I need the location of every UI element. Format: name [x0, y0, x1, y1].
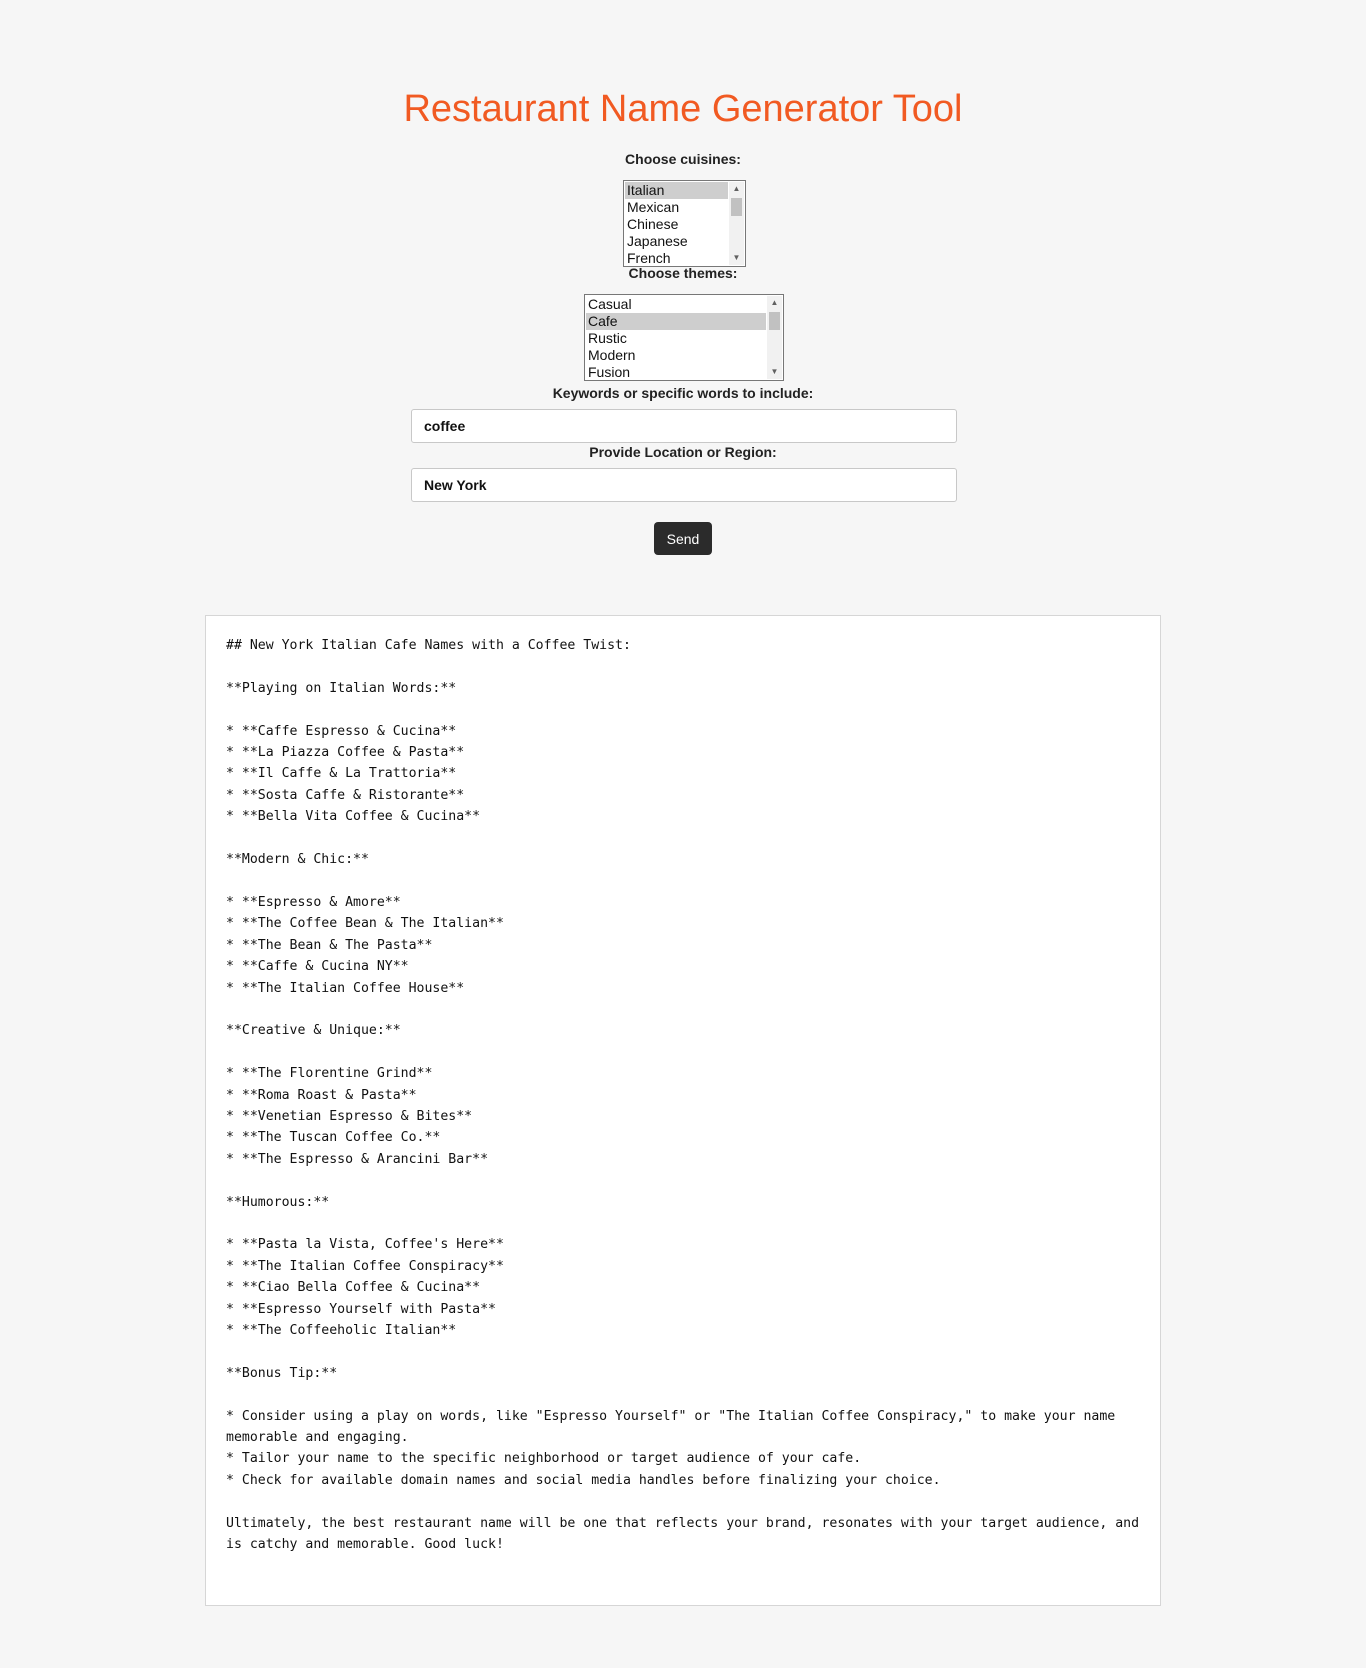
themes-scroll-thumb[interactable]: [769, 312, 780, 330]
themes-label: Choose themes:: [628, 265, 738, 281]
cuisine-option-italian[interactable]: Italian: [625, 182, 728, 199]
cuisines-scrollbar[interactable]: [729, 182, 744, 265]
output-text: ## New York Italian Cafe Names with a Coffee Twist: **Playing on Italian Words:** * **Caffe Espresso & Cucina** * **La Piazza Coffee & Pasta** * **Il Caffe & La Trattoria** * **Sosta Caffe & Ristorante** * **Bella Vita Coffee & Cucina** **Modern & Chic:** * **Espresso & Amore** * **The Coffee Bean & The Italian** * **The Bean & The Pasta** * **Caffe & Cucina NY** * **The Italian Coffee House** **Creative & Unique:** * **The Florentine Grind** * **Roma Roast & Pasta** * **Venetian Espresso & Bites** * **The Tuscan Coffee Co.** * **The Espresso & Arancini Bar** **Humorous:** * **Pasta la Vista, Coffee's Here** * **The Italian Coffee Conspiracy** * **Ciao Bella Coffee & Cucina** * **Espresso Yourself with Pasta** * **The Coffeeholic Italian** **Bonus Tip:** * Consider using a play on words, like "Espresso Yourself" or "The Italian Coffee Conspiracy," to make your name memorable and engaging. * Tailor your name to the specific neighborhood or target audience of your cafe. * Check for available domain names and social media handles before finalizing your choice. Ultimately, the best restaurant name will be one that reflects your brand, resonates with your target audience, and is catchy and memorable. Good luck!: [226, 638, 1140, 1553]
cuisine-option-french[interactable]: French: [627, 250, 671, 266]
location-input[interactable]: [411, 468, 957, 502]
scroll-down-arrow-icon[interactable]: ▼: [732, 253, 741, 262]
scroll-up-arrow-icon[interactable]: ▲: [732, 184, 741, 193]
theme-option-cafe[interactable]: Cafe: [586, 313, 766, 330]
cuisines-label: Choose cuisines:: [625, 151, 741, 167]
keywords-input[interactable]: [411, 409, 957, 443]
cuisine-option-japanese[interactable]: Japanese: [627, 233, 688, 249]
cuisines-options: [625, 182, 728, 267]
theme-option-modern[interactable]: Modern: [588, 347, 636, 363]
keywords-label: Keywords or specific words to include:: [552, 385, 814, 401]
theme-option-casual[interactable]: Casual: [588, 296, 632, 312]
theme-option-rustic[interactable]: Rustic: [588, 330, 627, 346]
scroll-up-arrow-icon[interactable]: ▲: [770, 298, 779, 307]
generated-names-output: [205, 615, 1161, 1606]
send-button[interactable]: Send: [654, 522, 712, 555]
cuisines-listbox[interactable]: [623, 180, 746, 267]
cuisines-scroll-thumb[interactable]: [731, 198, 742, 216]
cuisine-option-chinese[interactable]: Chinese: [627, 216, 679, 232]
scroll-down-arrow-icon[interactable]: ▼: [770, 367, 779, 376]
page-title: Restaurant Name Generator Tool: [403, 88, 963, 130]
themes-scrollbar[interactable]: [767, 296, 782, 379]
cuisine-option-mexican[interactable]: Mexican: [627, 199, 680, 215]
themes-listbox[interactable]: [584, 294, 784, 381]
location-label: Provide Location or Region:: [589, 444, 777, 460]
themes-options: [586, 296, 766, 381]
theme-option-fusion[interactable]: Fusion: [588, 364, 631, 380]
